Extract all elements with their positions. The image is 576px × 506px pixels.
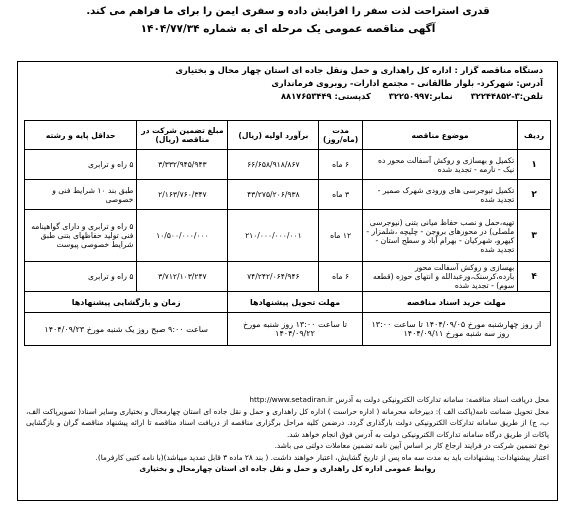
note-public-relations: روابط عمومی اداره کل راهداری و حمل و نقل جاده ای استان چهارمحال و بختیاری xyxy=(139,464,436,473)
row-rank: طبق بند ۱۰ شرایط فنی و خصوصی xyxy=(25,180,137,210)
table-row xyxy=(25,180,551,210)
table-row xyxy=(25,210,551,262)
row-topic: تهیه،حمل و نصب حفاظ میانی بتنی (نیوجرسی ملصلی) در محورهای بروجن - چلیچه ،شلمزار - کیهرو، شهرکیان - بهرام آباد و سطح استان - تجدید شده xyxy=(362,210,517,262)
header-estimate: برآورد اولیه (ریال) xyxy=(228,121,319,150)
row-rank: ۵ راه و ترابری xyxy=(25,262,137,292)
row-estimate: ۴۳/۲۷۵/۲۰۶/۹۳۸ xyxy=(228,180,319,210)
row-rank: ۵ راه و ترابری xyxy=(25,150,137,180)
contact-line xyxy=(18,90,543,103)
row-topic: بهسازی و روکش آسفالت محور بارده،کرسنک،ورعبدالله و انتهای حوزه (قطعه سوم) - تجدید شده xyxy=(362,262,517,292)
schedule-value-row xyxy=(25,313,551,346)
purchase-deadline-header: مهلت خرید اسناد مناقصه xyxy=(362,292,550,313)
purchase-deadline-value: از روز چهارشنبه مورخ ۱۴۰۴/۰۹/۰۵ تا ساعت ۱۳:۰۰ روز سه شنبه مورخ ۱۴۰۴/۰۹/۱۱ xyxy=(362,313,550,346)
organization-info xyxy=(18,64,557,103)
header-row-number: ردیف xyxy=(518,121,551,150)
opening-time-header: زمان و بازگشایی پیشنهادها xyxy=(25,292,228,313)
row-rank: ۵ راه و ترابری و دارای گواهینامه فنی تولید حفاظهای بتنی طبق شرایط خصوصی پیوست xyxy=(25,210,137,262)
address-line: آدرس: شهرکرد- بلوار طالقانی - مجتمع ادارات- روبروی فرمانداری xyxy=(271,78,543,88)
row-estimate: ۷۴/۲۴۲/۰۶۴/۹۴۶ xyxy=(228,262,319,292)
table-header-row xyxy=(25,121,551,150)
fax: نمابر:۳۲۲۵۰۹۹۷ xyxy=(388,91,453,101)
row-number: ۴ xyxy=(518,262,551,292)
row-guarantee: ۳/۳۳۲/۹۴۵/۹۴۳ xyxy=(137,150,228,180)
row-topic: تکمیل و بهسازی و روکش آسفالت محور ده نیک - نارمه - تجدید شده xyxy=(362,150,517,180)
row-number: ۲ xyxy=(518,180,551,210)
row-duration: ۱۲ ماه xyxy=(319,210,362,262)
opening-time-value: ساعت ۹:۰۰ صبح روز یک شنبه مورخ ۱۴۰۴/۰۹/۲۳ xyxy=(25,313,228,346)
row-estimate: ۶۶/۶۵۸/۹۱۸/۸۶۷ xyxy=(228,150,319,180)
delivery-deadline-value: تا ساعت ۱۳:۰۰ روز شنبه مورخ ۱۴۰۴/۰۹/۲۲ xyxy=(228,313,362,346)
headline: قدری استراحت لذت سفر را افزایش داده و سفری ایمن را برای ما فراهم می کند. xyxy=(86,6,490,17)
notice-title: آگهی مناقصه عمومی یک مرحله ای به شماره ۱۴۰۴/۷۷/۳۴ xyxy=(140,23,436,35)
row-number: ۱ xyxy=(518,150,551,180)
row-duration: ۶ ماه xyxy=(319,150,362,180)
row-guarantee: ۱۰/۵۰۰/۰۰۰/۰۰۰ xyxy=(137,210,228,262)
notes-section xyxy=(26,394,549,475)
row-guarantee: ۳/۷۱۲/۱۰۳/۲۴۷ xyxy=(137,262,228,292)
row-guarantee: ۲/۱۶۳/۷۶۰/۳۴۷ xyxy=(137,180,228,210)
header-duration: مدت (ماه/روز) xyxy=(319,121,362,150)
row-duration: ۳ ماه xyxy=(319,180,362,210)
row-estimate: ۲۱۰/۰۰۰/۰۰۰/۰۰۱ xyxy=(228,210,319,262)
table-row xyxy=(25,262,551,292)
phone: تلفن:۳-۳۲۲۴۴۸۵۲ xyxy=(470,91,543,101)
table-row xyxy=(25,150,551,180)
delivery-deadline-header: مهلت تحویل پیشنهادها xyxy=(228,292,362,313)
header-rank: حداقل پایه و رشته xyxy=(25,121,137,150)
note-guarantee-type: نوع تضمین شرکت در فرایند ارجاع کار بر اساس آیین نامه تضمین معاملات دولتی می باشد. xyxy=(274,441,549,450)
row-topic: تکمیل تبوجرسی های ورودی شهرک صمیر - تجدید شده xyxy=(362,180,517,210)
header-guarantee: مبلغ تضمین شرکت در مناقصه (ریال) xyxy=(137,121,228,150)
postal-code: کدپستی: ۸۸۱۷۶۵۳۴۴۹ xyxy=(280,91,371,101)
notice-box xyxy=(17,61,558,501)
organizer-line: دستگاه مناقصه گزار : اداره کل راهداری و حمل ونقل جاده ای استان چهار محال و بختیاری xyxy=(175,65,543,75)
note-validity: اعتبار پیشنهادات: پیشنهادات باید به مدت سه ماه پس از تاریخ گشایش، اعتبار خواهند داشت. ( بند ۲۸ ماده ۳ قابل تمدید میباشد)(با نامه کتبی کارفرما). xyxy=(95,452,549,462)
row-number: ۳ xyxy=(518,210,551,262)
tender-table xyxy=(24,120,551,346)
note-documents-source: محل دریافت اسناد مناقصه: سامانه تدارکات الکترونیکی دولت به آدرس http://www.setadiran.ir xyxy=(249,395,549,404)
note-guarantee-delivery: محل تحویل ضمانت نامه(پاکت الف ): دبیرخانه محرمانه ( اداره حراست ) اداره کل راهداری و حمل و نقل جاده ای استان چهارمحال و بختیاری وسایر اسناد( تصویرپاکت الف، ب، ج) از طریق سامانه تدارکات الکترونیکی دولت بارگذاری گردد. درضمن کلیه مراحل برگزاری مناقصه از دریافت اسناد مناقصه تا ارائه پیشنهاد مناقصه گران و بازگشایی پاکات از طریق درگاه سامانه تدارکات الکترونیکی دولت به آدرس فوق انجام خواهد شد. xyxy=(26,406,549,439)
schedule-header-row xyxy=(25,292,551,313)
row-duration: ۶ ماه xyxy=(319,262,362,292)
header-topic: موضوع مناقصه xyxy=(362,121,517,150)
